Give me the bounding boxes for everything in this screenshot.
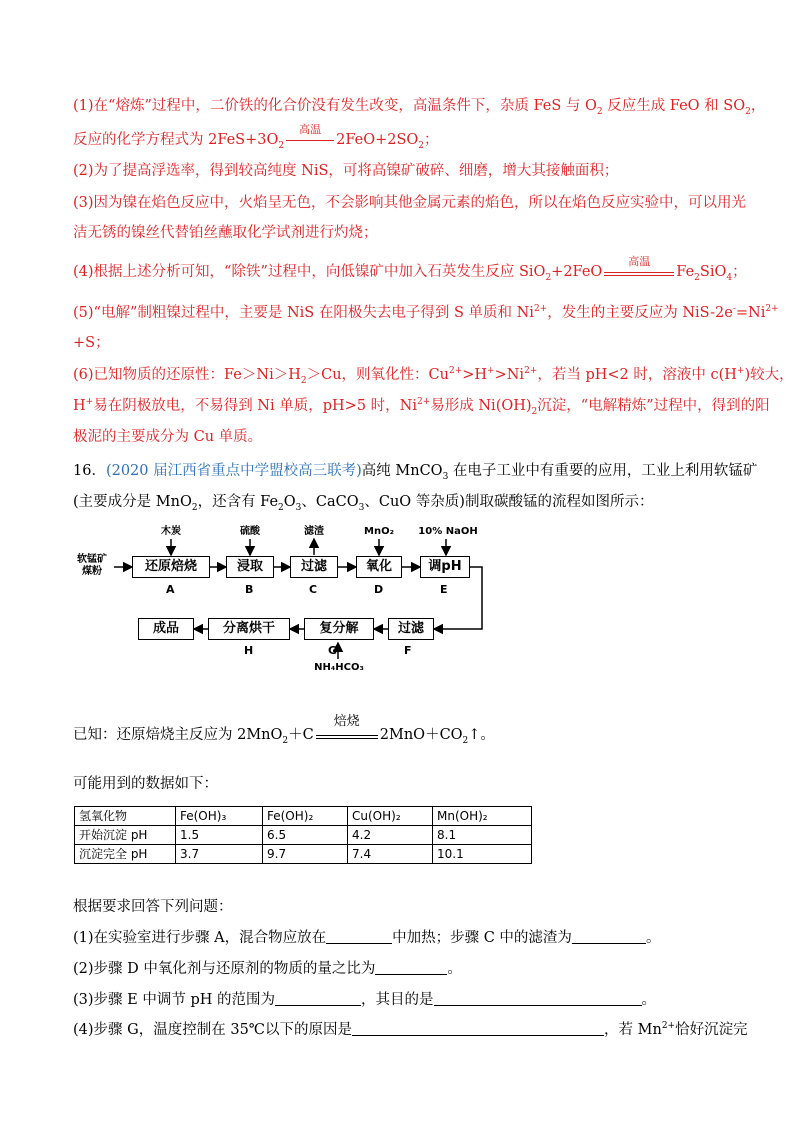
output-filter-residue: 滤渣 bbox=[304, 526, 324, 537]
table-cell: 1.5 bbox=[176, 826, 263, 845]
answer-1-line-2: 反应的化学方程式为 $2FeS+3O_2$ 高温 $2FeO+2SO_2$； bbox=[73, 123, 439, 151]
table-cell: 开始沉淀 pH bbox=[75, 826, 176, 845]
hydroxide-ph-table bbox=[74, 806, 532, 864]
step-d-letter: D bbox=[374, 583, 384, 596]
reaction-condition: 高温 bbox=[286, 133, 334, 147]
table-cell: 7.4 bbox=[348, 845, 433, 864]
question-16-intro: 16．(2020 届江西省重点中学盟校高三联考)高纯 MnCO$_3$ 在电子工业中有重要的应用，工业上利用软锰矿 bbox=[73, 463, 758, 482]
process-flow-chart bbox=[70, 525, 490, 685]
step-h-letter: H bbox=[244, 644, 254, 657]
step-c-letter: C bbox=[309, 583, 318, 596]
question-16-intro-2: (主要成分是 MnO$_2$，还含有 $Fe_2O_3$、CaCO$_3$、CuO 等杂质)制取碳酸锰的流程如图所示： bbox=[73, 494, 654, 513]
step-h-box: 分离烘干 bbox=[208, 618, 290, 640]
question-source: (2020 届江西省重点中学盟校高三联考) bbox=[105, 463, 362, 479]
step-b-box: 浸取 bbox=[226, 556, 274, 578]
table-cell: 沉淀完全 pH bbox=[75, 845, 176, 864]
table-header-cell: Cu(OH)₂ bbox=[348, 807, 433, 826]
input-charcoal: 木炭 bbox=[161, 526, 181, 537]
step-a-box: 还原焙烧 bbox=[132, 556, 210, 578]
answer-blank[interactable] bbox=[275, 991, 361, 1006]
answer-blank[interactable] bbox=[352, 1021, 604, 1036]
input-naoh: 10% NaOH bbox=[418, 526, 478, 537]
step-e-letter: E bbox=[440, 583, 448, 596]
raw-material-label: 软锰矿 煤粉 bbox=[77, 554, 107, 577]
step-f-letter: F bbox=[404, 644, 412, 657]
table-header-cell: 氢氧化物 bbox=[75, 807, 176, 826]
answer-blank[interactable] bbox=[434, 991, 642, 1006]
table-header-row bbox=[75, 807, 532, 826]
step-g-box: 复分解 bbox=[304, 618, 374, 640]
answer-blank[interactable] bbox=[572, 929, 646, 944]
answer-2: (2)为了提高浮选率，得到较高纯度 NiS，可将高镍矿破碎、细磨，增大其接触面积； bbox=[73, 163, 619, 179]
table-row bbox=[75, 845, 532, 864]
known-reaction: 已知：还原焙烧主反应为 2MnO$_2$＋C 焙烧 $2MnO+CO_2↑$。 bbox=[73, 714, 495, 746]
question-16-1: (1)在实验室进行步骤 A，混合物应放在 中加热；步骤 C 中的滤渣为 。 bbox=[73, 930, 661, 946]
answer-5-line-2: +S； bbox=[73, 335, 110, 351]
step-b-letter: B bbox=[245, 583, 254, 596]
step-a-letter: A bbox=[166, 583, 175, 596]
table-cell: 10.1 bbox=[433, 845, 532, 864]
answer-intro: 根据要求回答下列问题： bbox=[73, 899, 233, 915]
reaction-condition: 高温 bbox=[604, 265, 674, 279]
reaction-condition: 焙烧 bbox=[316, 728, 378, 742]
step-d-box: 氧化 bbox=[356, 556, 402, 578]
answer-1-line-1: (1)在“熔炼”过程中，二价铁的化合价没有发生改变，高温条件下，杂质 FeS 与 $O_2$ 反应生成 FeO 和 $SO_2$， bbox=[73, 98, 766, 117]
table-header-cell: Fe(OH)₃ bbox=[176, 807, 263, 826]
table-cell: 9.7 bbox=[263, 845, 348, 864]
table-header-cell: Mn(OH)₂ bbox=[433, 807, 532, 826]
step-f-box: 过滤 bbox=[388, 618, 434, 640]
step-e-box: 调pH bbox=[420, 556, 470, 578]
answer-3-line-1: (3)因为镍在焰色反应中，火焰呈无色，不会影响其他金属元素的焰色，所以在焰色反应实验中，可以用光 bbox=[73, 195, 747, 211]
answer-6-line-2: H+易在阴极放电，不易得到 Ni 单质，pH>5 时，$Ni^{2+}$易形成 $Ni(OH)_2$沉淀，“电解精炼”过程中，得到的阳 bbox=[73, 397, 770, 417]
answer-6-line-1: (6)已知物质的还原性：$Fe>Ni>H_2>Cu$，则氧化性：$Cu^{2+}>H^+>Ni^{2+}$，若当 pH<2 时，溶液中 c(H+)较大， bbox=[73, 366, 794, 386]
table-header-cell: Fe(OH)₂ bbox=[263, 807, 348, 826]
answer-blank[interactable] bbox=[326, 929, 392, 944]
table-cell: 3.7 bbox=[176, 845, 263, 864]
input-nh4hco3: NH₄HCO₃ bbox=[314, 662, 364, 673]
table-cell: 6.5 bbox=[263, 826, 348, 845]
answer-5-line-1: (5)“电解”制粗镍过程中，主要是 NiS 在阳极失去电子得到 S 单质和 $Ni^{2+}$，发生的主要反应为 NiS-$2e^-=Ni^{2+}$ bbox=[73, 304, 779, 321]
answer-4: (4)根据上述分析可知，“除铁”过程中，向低镍矿中加入石英发生反应 SiO$_2$+2FeO 高温 $Fe_2SiO_4$； bbox=[73, 255, 747, 283]
question-16-3: (3)步骤 E 中调节 pH 的范围为 ，其目的是 。 bbox=[73, 992, 656, 1008]
step-g-letter: G bbox=[328, 644, 338, 657]
question-16-2: (2)步骤 D 中氧化剂与还原剂的物质的量之比为 。 bbox=[73, 961, 462, 977]
answer-6-line-3: 极泥的主要成分为 Cu 单质。 bbox=[73, 429, 263, 445]
table-cell: 4.2 bbox=[348, 826, 433, 845]
table-row bbox=[75, 826, 532, 845]
answer-3-line-2: 洁无锈的镍丝代替铂丝蘸取化学试剂进行灼烧； bbox=[73, 225, 378, 241]
data-intro: 可能用到的数据如下： bbox=[73, 776, 218, 792]
step-c-box: 过滤 bbox=[290, 556, 338, 578]
question-16-4: (4)步骤 G，温度控制在 35℃以下的原因是 ，若 $Mn^{2+}$恰好沉淀完 bbox=[73, 1021, 748, 1038]
input-sulfuric-acid: 硫酸 bbox=[240, 526, 260, 537]
flow-arrows bbox=[70, 525, 490, 685]
answer-blank[interactable] bbox=[375, 960, 447, 975]
product-box: 成品 bbox=[138, 618, 194, 640]
input-mno2: MnO₂ bbox=[364, 526, 394, 537]
table-cell: 8.1 bbox=[433, 826, 532, 845]
